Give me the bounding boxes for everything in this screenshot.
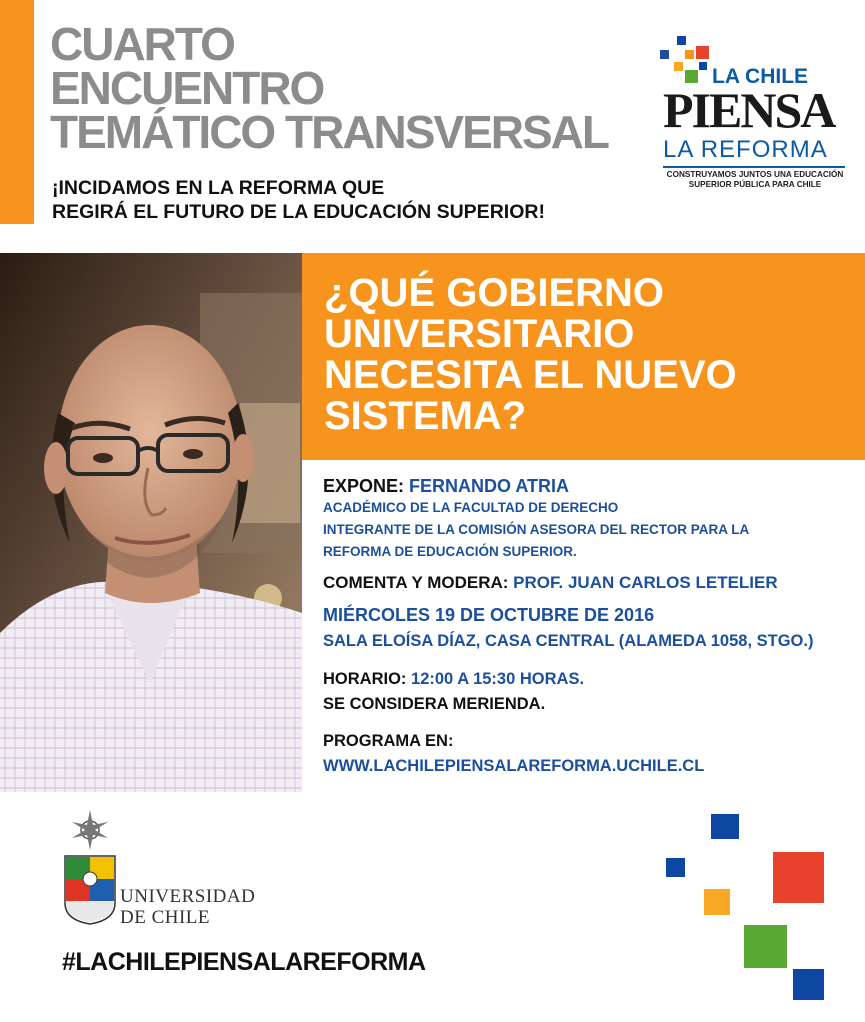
speaker-photo [0,253,302,792]
event-place: SALA ELOÍSA DÍAZ, CASA CENTRAL (ALAMEDA 1058, STGO.) [323,632,814,650]
campaign-hashtag: #LACHILEPIENSALAREFORMA [62,948,426,976]
event-title [50,18,650,158]
decor-square-green [744,925,787,968]
expone-row [323,475,863,497]
logo-piensa: PIENSA [663,82,835,138]
title-line-2: ENCUENTRO [50,62,324,114]
comenta-row [323,571,863,595]
logo-la-chile: LA CHILE [712,65,809,88]
question-line-4: SISTEMA? [324,394,527,438]
decor-square-navy-2 [666,858,685,877]
logo-divider [663,166,845,168]
logo-square-navy-2 [699,62,707,70]
program-url-link[interactable]: WWW.LACHILEPIENSALAREFORMA.UCHILE.CL [323,757,705,775]
decor-square-navy-3 [793,969,824,1000]
logo-tagline-2: SUPERIOR PÚBLICA PARA CHILE [688,180,822,189]
question-line-1: ¿QUÉ GOBIERNO [324,271,665,315]
title-line-3: TEMÁTICO TRANSVERSAL [50,106,608,158]
horario-row [323,667,863,692]
logo-square-red [696,46,709,59]
star-emblem-icon [72,810,108,850]
logo-square-yellow [674,62,683,71]
expone-label: EXPONE: [323,476,405,496]
university-name [120,886,255,928]
orange-accent-bar [0,0,34,224]
logo-square-orange [685,50,694,59]
logo-tagline [655,170,855,190]
horario-value: 12:00 A 15:30 HORAS. [411,670,585,688]
subtitle-line-1: ¡INCIDAMOS EN LA REFORMA QUE [52,177,385,199]
speaker-portrait-illustration [0,253,302,792]
comenta-label: COMENTA Y MODERA: [323,573,509,592]
la-chile-piensa-logo [655,30,855,200]
event-subtitle [52,176,652,224]
logo-la-reforma: LA REFORMA [663,136,828,163]
programa-label: PROGRAMA EN: [323,732,454,750]
subtitle-line-2: REGIRÁ EL FUTURO DE LA EDUCACIÓN SUPERIOR! [52,201,545,223]
question-banner [302,253,865,460]
university-shield-icon [60,808,120,928]
logo-square-navy [677,36,686,45]
question-heading [324,273,854,437]
event-date: MIÉRCOLES 19 DE OCTUBRE DE 2016 [323,605,655,625]
university-name-line-1: UNIVERSIDAD [120,886,256,907]
title-line-1: CUARTO [50,18,234,70]
horario-label: HORARIO: [323,670,407,688]
logo-square-blue [660,50,669,59]
affiliation-line-1: ACADÉMICO DE LA FACULTAD DE DERECHO [323,500,619,515]
affiliation-line-2: INTEGRANTE DE LA COMISIÓN ASESORA DEL RECTOR PARA LA [323,522,750,537]
university-name-line-2: DE CHILE [120,907,211,928]
expone-name: FERNANDO ATRIA [409,476,570,496]
event-details [323,475,863,779]
logo-tagline-1: CONSTRUYAMOS JUNTOS UNA EDUCACIÓN [666,170,844,179]
question-line-2: UNIVERSITARIO [324,312,635,356]
decor-square-yellow [704,889,730,915]
decor-square-red [773,852,824,903]
comenta-name: PROF. JUAN CARLOS LETELIER [513,573,778,592]
decor-square-navy-1 [711,814,739,839]
universidad-de-chile-logo [60,808,300,933]
question-line-3: NECESITA EL NUEVO [324,353,737,397]
affiliation-line-3: REFORMA DE EDUCACIÓN SUPERIOR. [323,544,577,559]
merienda-note: SE CONSIDERA MERIENDA. [323,695,546,713]
